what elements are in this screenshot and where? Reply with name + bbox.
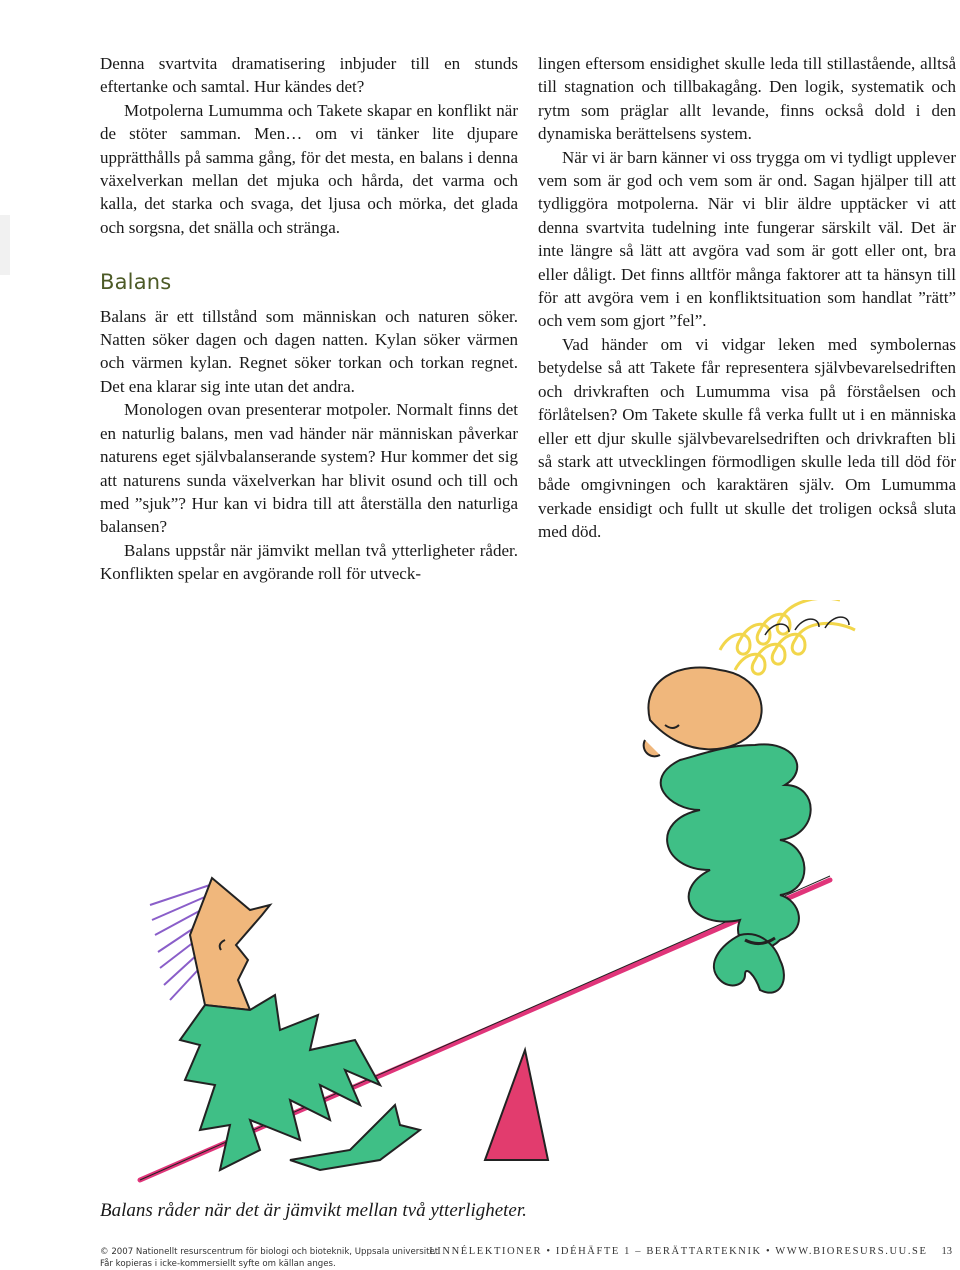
lumumma-nose xyxy=(644,740,660,756)
paragraph: När vi är barn känner vi oss trygga om vi tydligt upplever vem som är god och vem som är ond. Sagan hjälper till att tydliggöra motpolerna. När vi blir äldre upptäcker vi att denna svartvita tudelning inte fungerar särskilt väl. Det är inte längre så lätt att avgöra vad som är gott eller ont, bra eller dåligt. Det finns alltför många faktorer att ta hänsyn till för att avgöra vem i en konfliktsituation som handlat ”rätt” och vem som gjort ”fel”. xyxy=(538,147,956,331)
page-number: 13 xyxy=(941,1246,952,1257)
right-column xyxy=(538,52,956,544)
paragraph: Vad händer om vi vidgar leken med symbolernas betydelse så att Takete får representera självbevarelsedriften och drivkraften och Lumumma visa på förståelsen och förlåtelsen? Om Takete skulle få verka fullt ut i en människa eller ett djur skulle självbevarelsedriften och drivkraften bli så stark att utvecklingen förmodligen skulle leda till död för både omgivningen och karaktären själv. Om Lumumma verkade ensidigt och fullt ut skulle det troligen också sluta med död. xyxy=(538,334,956,542)
copyright-line: © 2007 Nationellt resurscentrum för biologi och bioteknik, Uppsala universitet xyxy=(100,1247,439,1257)
seesaw-fulcrum xyxy=(485,1050,548,1160)
copyright-footer xyxy=(100,1246,438,1270)
seesaw-illustration xyxy=(0,600,960,1190)
section-heading: Balans xyxy=(100,270,172,295)
series-footer xyxy=(429,1246,952,1257)
paragraph: Monologen ovan presenterar motpoler. Normalt finns det en naturlig balans, men vad händer när människan påverkar naturens eget självbalanserande system? Hur kommer det sig att naturens sunda växelverkan har blivit osund och till och med ”sjuk”? Hur kan vi bidra till att återställa den naturliga balansen? xyxy=(100,400,518,537)
paragraph: Balans uppstår när jämvikt mellan två ytterligheter råder. Konflikten spelar en avgörande roll för utveck- xyxy=(100,540,518,584)
copy-note: Får kopieras i icke-kommersiellt syfte om källan anges. xyxy=(100,1259,336,1269)
margin-mark xyxy=(0,215,10,275)
paragraph: Motpolerna Lumumma och Takete skapar en konflikt när de stöter samman. Men… om vi tänker lite djupare upprätthålls på samma gång, för det mesta, en balans i denna växelverkan mellan det mjuka och hårda, det varma och kalla, det starka och svaga, det ljusa och mörka, det glada och sorgsna, det snälla och stränga. xyxy=(100,100,518,237)
left-column xyxy=(100,52,518,586)
takete-figure xyxy=(150,878,420,1170)
paragraph: Balans är ett tillstånd som människan och naturen söker. Natten söker dagen och dagen natten. Kylan söker värmen och värmen kylan. Regnet söker torkan och torkan regnet. Det ena klarar sig inte utan det andra. xyxy=(100,306,518,396)
lumumma-hair xyxy=(720,600,855,674)
lumumma-figure xyxy=(644,600,855,993)
lumumma-body xyxy=(661,744,811,949)
takete-body xyxy=(180,995,380,1170)
series-title: LINNÉLEKTIONER • IDÉHÄFTE 1 – BERÄTTARTEKNIK • WWW.BIORESURS.UU.SE xyxy=(429,1246,928,1257)
takete-leg xyxy=(290,1105,420,1170)
paragraph: Denna svartvita dramatisering inbjuder till en stunds eftertanke och samtal. Hur kändes det? xyxy=(100,54,518,97)
lumumma-head xyxy=(648,667,761,749)
figure-caption: Balans råder när det är jämvikt mellan två ytterligheter. xyxy=(100,1200,527,1221)
paragraph: lingen eftersom ensidighet skulle leda till stillastående, alltså till stagnation och tillbakagång. Den logik, systematik och rytm som präglar allt levande, finns också dold i den dynamiska berättelsens system. xyxy=(538,54,956,144)
